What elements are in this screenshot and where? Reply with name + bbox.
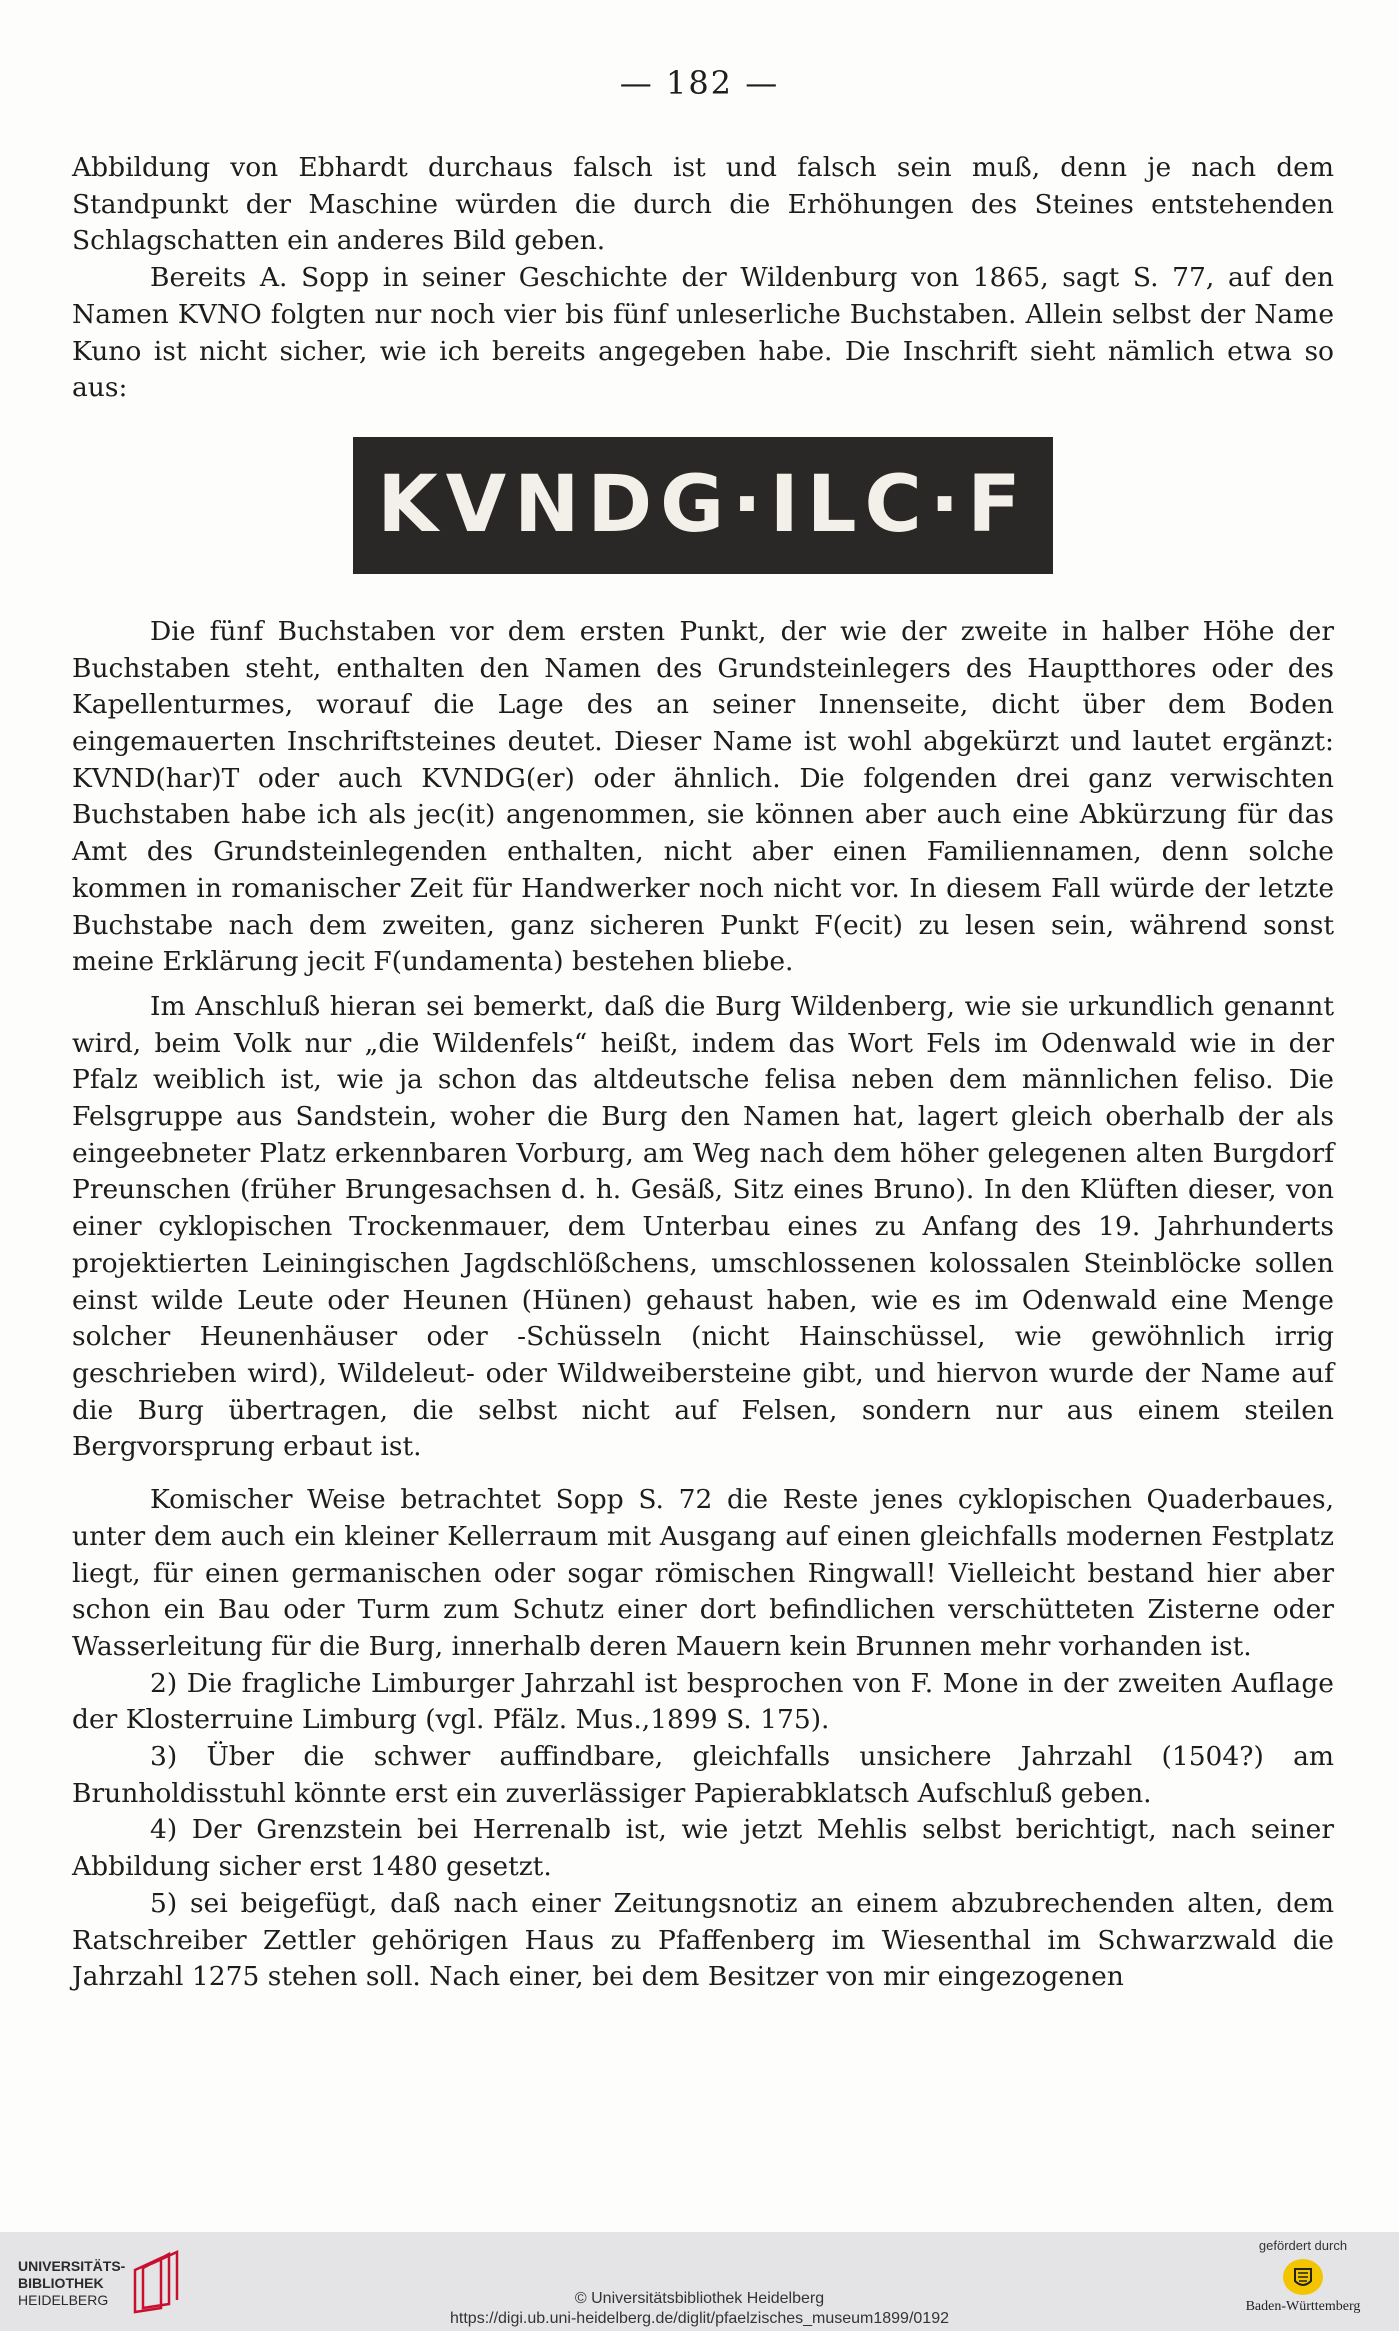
copyright-text: © Universitätsbibliothek Heidelberg bbox=[574, 2290, 825, 2307]
footnote-2: 2) Die fragliche Limburger Jahrzahl ist besprochen von F. Mone in der zweiten Auflage der Klosterruine Limburg (vgl. Pfälz. Mus.,1899 S. 175). bbox=[72, 1667, 1334, 1736]
footer-bar bbox=[0, 2232, 1399, 2331]
inscription-image bbox=[353, 437, 1053, 574]
inscription-text: KVNDG·ILC·F bbox=[377, 460, 1029, 551]
footnote-3: 3) Über die schwer auffindbare, gleichfalls unsichere Jahrzahl (1504?) am Brunholdisstuhl könnte erst ein zuverlässiger Papierabklatsch Aufschluß geben. bbox=[72, 1741, 1334, 1809]
paragraph: Im Anschluß hieran sei bemerkt, daß die Burg Wildenberg, wie sie urkundlich genannt wird, beim Volk nur „die Wildenfels“ heißt, indem das Wort Fels im Odenwald wie in der Pfalz weiblich ist, wie ja schon das altdeutsche felisa neben dem männlichen feliso. Die Felsgruppe aus Sandstein, woher die Burg den Namen hat, lagert gleich oberhalb der als eingeebneter Platz erkennbaren Vorburg, am Weg nach dem höher gelegenen alten Burgdorf Preunschen (früher Brungesachsen d. h. Gesäß, Sitz eines Bruno). In den Klüften dieser, von einer cyklopischen Trockenmauer, dem Unterbau eines zu Anfang des 19. Jahrhunderts projektierten Leiningischen Jagdschlößchens, umschlossenen kolossalen Steinblöcke sollen einst wilde Leute oder Heunen (Hünen) gehaust haben, wie es im Odenwald eine Menge solcher Heunenhäuser oder -Schüsseln (nicht Hainschüssel, wie gewöhnlich irrig geschrieben wird), Wildeleut- oder Wildweibersteine gibt, und hiervon wurde der Name auf die Burg übertragen, die selbst nicht auf Felsen, sondern nur aus einem steilen Bergvorsprung erbaut ist. bbox=[72, 990, 1334, 1463]
body-text bbox=[72, 150, 1334, 1996]
page-number: — 182 — bbox=[619, 64, 780, 102]
footnote-5: 5) sei beigefügt, daß nach einer Zeitungsnotiz an einem abzubrechenden alten, dem Ratschreiber Zettler gehörigen Haus zu Pfaffenberg im Wiesenthal im Schwarzwald die Jahrzahl 1275 stehen soll. Nach einer, bei dem Besitzer von mir eingezogenen bbox=[72, 1887, 1334, 1993]
paragraph: Abbildung von Ebhardt durchaus falsch ist und falsch sein muß, denn je nach dem Standpunkt der Maschine würden die durch die Erhöhungen des Steines entstehenden Schlagschatten ein anderes Bild geben. bbox=[72, 152, 1334, 257]
paragraph: Die fünf Buchstaben vor dem ersten Punkt, der wie der zweite in halber Höhe der Buchstaben steht, enthalten den Namen des Grundsteinlegers des Hauptthores oder des Kapellenturmes, worauf die Lage des an seiner Innenseite, dicht über dem Boden eingemauerten Inschriftsteines deutet. Dieser Name ist wohl abgekürzt und lautet ergänzt: KVND(har)T oder auch KVNDG(er) oder ähnlich. Die folgenden drei ganz verwischten Buchstaben habe ich als jec(it) angenommen, sie können aber auch eine Abkürzung für das Amt des Grundsteinlegenden enthalten, nicht aber einen Familiennamen, denn solche kommen in romanischer Zeit für Handwerker noch nicht vor. In diesem Fall würde der letzte Buchstabe nach dem zweiten, ganz sicheren Punkt F(ecit) zu lesen sein, während sonst meine Erklärung jecit F(undamenta) bestehen bliebe. bbox=[72, 615, 1334, 978]
library-name-line: HEIDELBERG bbox=[18, 2291, 109, 2308]
sponsor-label: gefördert durch bbox=[1258, 2238, 1348, 2253]
sponsor-block bbox=[1233, 2238, 1373, 2315]
library-name-line: BIBLIOTHEK bbox=[18, 2274, 104, 2291]
library-name-line: UNIVERSITÄTS- bbox=[18, 2257, 126, 2274]
paragraph: Komischer Weise betrachtet Sopp S. 72 die Reste jenes cyklopischen Quaderbaues, unter dem auch ein kleiner Kellerraum mit Ausgang auf einen gleichfalls modernen Festplatz liegt, für einen germanischen oder sogar römischen Ringwall! Vielleicht bestand hier aber schon ein Bau oder Turm zum Schutz einer dort befindlichen verschütteten Zisterne oder Wasserleitung für die Burg, innerhalb deren Mauern kein Brunnen mehr vorhanden ist. bbox=[72, 1484, 1334, 1662]
crest-icon bbox=[1281, 2257, 1325, 2297]
paragraph: Bereits A. Sopp in seiner Geschichte der Wildenburg von 1865, sagt S. 77, auf den Namen KVNO folgten nur noch vier bis fünf unleserliche Buchstaben. Allein selbst der Name Kuno ist nicht sicher, wie ich bereits angegeben habe. Die Inschrift sieht nämlich etwa so aus: bbox=[72, 262, 1334, 404]
footnote-4: 4) Der Grenzstein bei Herrenalb ist, wie jetzt Mehlis selbst berichtigt, nach seiner Abbildung sicher erst 1480 gesetzt. bbox=[72, 1814, 1334, 1883]
source-url-link[interactable]: https://digi.ub.uni-heidelberg.de/diglit/pfaelzisches_museum1899/0192 bbox=[450, 2310, 949, 2327]
sponsor-name: Baden-Württemberg bbox=[1245, 2299, 1361, 2314]
